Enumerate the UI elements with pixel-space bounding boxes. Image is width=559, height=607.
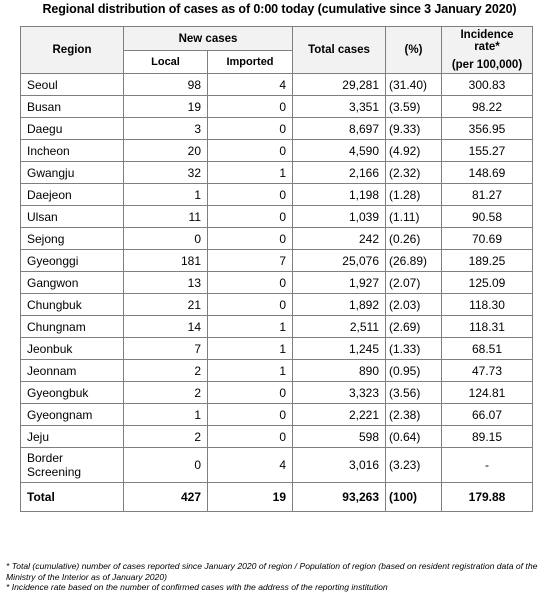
imported-cell: 0	[208, 140, 293, 162]
region-cell: Jeju	[21, 426, 124, 448]
percent-cell: (2.07)	[386, 272, 442, 294]
local-cell: 2	[124, 426, 208, 448]
border-label-line2: Screening	[27, 465, 82, 479]
header-total-cases: Total cases	[293, 27, 386, 74]
percent-cell: (0.64)	[386, 426, 442, 448]
header-incidence-line1: Incidence rate*	[460, 29, 514, 53]
imported-cell: 0	[208, 272, 293, 294]
percent-cell: (26.89)	[386, 250, 442, 272]
local-cell: 2	[124, 382, 208, 404]
local-cell: 32	[124, 162, 208, 184]
total-cell: 1,892	[293, 294, 386, 316]
header-incidence-rate	[442, 27, 533, 74]
total-cell: 8,697	[293, 118, 386, 140]
region-cell: Chungnam	[21, 316, 124, 338]
table-header	[21, 27, 533, 74]
region-cell: Jeonbuk	[21, 338, 124, 360]
percent-cell: (4.92)	[386, 140, 442, 162]
region-cell: Gyeonggi	[21, 250, 124, 272]
table-row	[21, 74, 533, 96]
region-cell: Gangwon	[21, 272, 124, 294]
percent-cell: (3.23)	[386, 448, 442, 483]
table-row	[21, 426, 533, 448]
local-cell: 427	[124, 483, 208, 512]
header-percent: (%)	[386, 27, 442, 74]
rate-cell: 148.69	[442, 162, 533, 184]
percent-cell: (2.03)	[386, 294, 442, 316]
local-cell: 13	[124, 272, 208, 294]
local-cell: 20	[124, 140, 208, 162]
total-cell: 93,263	[293, 483, 386, 512]
total-cell: 242	[293, 228, 386, 250]
rate-cell: 81.27	[442, 184, 533, 206]
percent-cell: (1.28)	[386, 184, 442, 206]
rate-cell: 89.15	[442, 426, 533, 448]
table-row	[21, 294, 533, 316]
region-cell: Daejeon	[21, 184, 124, 206]
percent-cell: (0.26)	[386, 228, 442, 250]
percent-cell: (100)	[386, 483, 442, 512]
rate-cell: 47.73	[442, 360, 533, 382]
total-cell: 3,351	[293, 96, 386, 118]
table-row	[21, 228, 533, 250]
table-row	[21, 360, 533, 382]
rate-cell: 68.51	[442, 338, 533, 360]
header-imported: Imported	[208, 51, 293, 74]
local-cell: 14	[124, 316, 208, 338]
local-cell: 1	[124, 404, 208, 426]
footnote: * Total (cumulative) number of cases reported since January 2020 of region / Population of region (based on resident registration data of the Ministry of the Interior as of January 2020)	[6, 561, 538, 582]
table-row	[21, 316, 533, 338]
region-cell: Gwangju	[21, 162, 124, 184]
region-cell: Seoul	[21, 74, 124, 96]
rate-cell: 124.81	[442, 382, 533, 404]
table-row	[21, 140, 533, 162]
imported-cell: 19	[208, 483, 293, 512]
region-cell: Chungbuk	[21, 294, 124, 316]
total-cell: 1,245	[293, 338, 386, 360]
header-incidence-line2: (per 100,000)	[451, 59, 523, 71]
imported-cell: 4	[208, 448, 293, 483]
percent-cell: (9.33)	[386, 118, 442, 140]
imported-cell: 0	[208, 96, 293, 118]
footnote: * Incidence rate based on the number of confirmed cases with the address of the reporting institution	[6, 582, 388, 592]
total-cell: 890	[293, 360, 386, 382]
imported-cell: 0	[208, 294, 293, 316]
table-body	[21, 74, 533, 512]
local-cell: 1	[124, 184, 208, 206]
imported-cell: 0	[208, 382, 293, 404]
footnotes	[6, 561, 556, 593]
rate-cell: 356.95	[442, 118, 533, 140]
total-cell: 3,323	[293, 382, 386, 404]
region-cell: Gyeongnam	[21, 404, 124, 426]
rate-cell: -	[442, 448, 533, 483]
table-row	[21, 272, 533, 294]
local-cell: 181	[124, 250, 208, 272]
header-new-cases: New cases	[124, 27, 293, 51]
imported-cell: 1	[208, 316, 293, 338]
imported-cell: 0	[208, 228, 293, 250]
table-row	[21, 118, 533, 140]
rate-cell: 118.31	[442, 316, 533, 338]
imported-cell: 0	[208, 426, 293, 448]
total-cell: 598	[293, 426, 386, 448]
percent-cell: (0.95)	[386, 360, 442, 382]
percent-cell: (2.38)	[386, 404, 442, 426]
total-cell: 4,590	[293, 140, 386, 162]
header-region: Region	[21, 27, 124, 74]
region-cell: Total	[21, 483, 124, 512]
local-cell: 11	[124, 206, 208, 228]
rate-cell: 125.09	[442, 272, 533, 294]
border-label-line1: Border	[27, 451, 64, 465]
imported-cell: 1	[208, 360, 293, 382]
local-cell: 21	[124, 294, 208, 316]
region-cell: Gyeongbuk	[21, 382, 124, 404]
region-cell: Busan	[21, 96, 124, 118]
table-row-total	[21, 483, 533, 512]
rate-cell: 179.88	[442, 483, 533, 512]
table-row	[21, 382, 533, 404]
imported-cell: 0	[208, 206, 293, 228]
region-cell: Jeonnam	[21, 360, 124, 382]
table-row-border-screening	[21, 448, 533, 483]
local-cell: 3	[124, 118, 208, 140]
local-cell: 0	[124, 228, 208, 250]
percent-cell: (2.32)	[386, 162, 442, 184]
region-cell: Daegu	[21, 118, 124, 140]
percent-cell: (1.33)	[386, 338, 442, 360]
header-local: Local	[124, 51, 208, 74]
imported-cell: 0	[208, 404, 293, 426]
rate-cell: 300.83	[442, 74, 533, 96]
total-cell: 1,039	[293, 206, 386, 228]
total-cell: 2,511	[293, 316, 386, 338]
imported-cell: 0	[208, 118, 293, 140]
total-cell: 29,281	[293, 74, 386, 96]
rate-cell: 66.07	[442, 404, 533, 426]
table-row	[21, 206, 533, 228]
imported-cell: 1	[208, 162, 293, 184]
percent-cell: (1.11)	[386, 206, 442, 228]
table-row	[21, 338, 533, 360]
imported-cell: 1	[208, 338, 293, 360]
local-cell: 98	[124, 74, 208, 96]
table-row	[21, 96, 533, 118]
region-cell: Ulsan	[21, 206, 124, 228]
imported-cell: 7	[208, 250, 293, 272]
rate-cell: 189.25	[442, 250, 533, 272]
regional-cases-table	[20, 26, 533, 512]
table-row	[21, 184, 533, 206]
total-cell: 25,076	[293, 250, 386, 272]
rate-cell: 90.58	[442, 206, 533, 228]
percent-cell: (3.59)	[386, 96, 442, 118]
total-cell: 1,927	[293, 272, 386, 294]
total-cell: 3,016	[293, 448, 386, 483]
rate-cell: 70.69	[442, 228, 533, 250]
rate-cell: 155.27	[442, 140, 533, 162]
table-row	[21, 162, 533, 184]
region-cell	[21, 448, 124, 483]
local-cell: 0	[124, 448, 208, 483]
local-cell: 2	[124, 360, 208, 382]
total-cell: 2,221	[293, 404, 386, 426]
local-cell: 7	[124, 338, 208, 360]
imported-cell: 4	[208, 74, 293, 96]
percent-cell: (31.40)	[386, 74, 442, 96]
local-cell: 19	[124, 96, 208, 118]
percent-cell: (2.69)	[386, 316, 442, 338]
rate-cell: 98.22	[442, 96, 533, 118]
total-cell: 1,198	[293, 184, 386, 206]
region-cell: Sejong	[21, 228, 124, 250]
table-row	[21, 250, 533, 272]
total-cell: 2,166	[293, 162, 386, 184]
percent-cell: (3.56)	[386, 382, 442, 404]
region-cell: Incheon	[21, 140, 124, 162]
table-title: Regional distribution of cases as of 0:00 today (cumulative since 3 January 2020)	[42, 2, 517, 16]
rate-cell: 118.30	[442, 294, 533, 316]
table-row	[21, 404, 533, 426]
imported-cell: 0	[208, 184, 293, 206]
